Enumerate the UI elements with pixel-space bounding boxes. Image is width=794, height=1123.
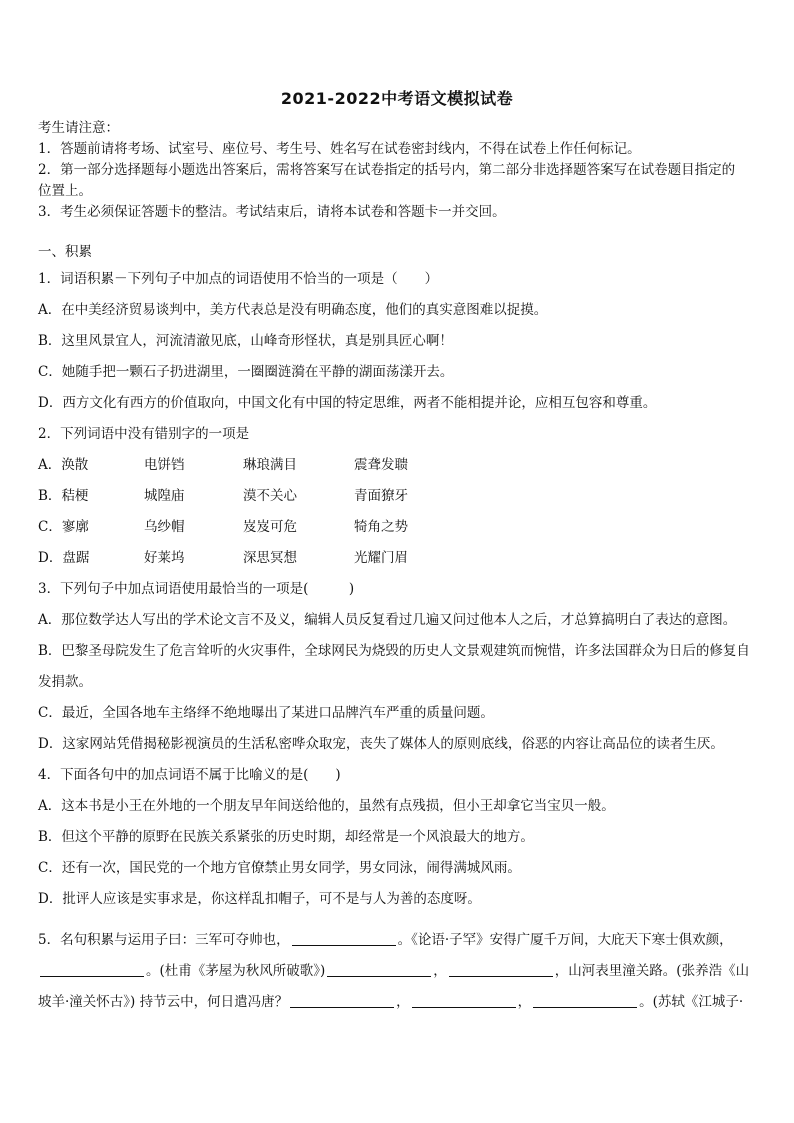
- question-4-stem: 4．下面各句中的加点词语不属于比喻义的是( ): [38, 767, 341, 783]
- notice-heading: 考生请注意：: [38, 120, 119, 136]
- question-4-option: A．这本书是小王在外地的一个朋友早年间送给他的，虽然有点残损，但小王却拿它当宝贝一般。: [38, 798, 615, 814]
- question-1-option: C．她随手把一颗石子扔进湖里，一圈圈涟漪在平静的湖面荡漾开去。: [38, 364, 454, 380]
- question-3-option: D．这家网站凭借揭秘影视演员的生活私密哗众取宠，丧失了媒体人的原则底线，俗恶的内容让高品位的读者生厌。: [38, 736, 724, 752]
- option-word: 电饼铛: [144, 457, 185, 473]
- option-word: A．涣散: [38, 457, 89, 473]
- q5-text: 。《论语·子罕》安得广厦千万间，大庇天下寒士俱欢颜，: [397, 932, 733, 948]
- option-word: 光耀门眉: [354, 550, 408, 566]
- answer-blank[interactable]: [292, 931, 396, 946]
- question-3-option: A．那位数学达人写出的学术论文言不及义，编辑人员反复看过几遍又问过他本人之后，才总算搞明白了表达的意图。: [38, 612, 737, 628]
- question-1-option: D．西方文化有西方的价值取向，中国文化有中国的特定思维，两者不能相提并论，应相互包容和尊重。: [38, 395, 657, 411]
- answer-blank[interactable]: [40, 962, 144, 977]
- answer-blank[interactable]: [327, 962, 431, 977]
- question-2-stem: 2．下列词语中没有错别字的一项是: [38, 426, 250, 442]
- notice-item: 2．第一部分选择题每小题选出答案后，需将答案写在试卷指定的括号内，第二部分非选择题答案写在试卷题目指定的: [38, 162, 736, 178]
- question-5: [38, 925, 758, 1018]
- question-2-option-row: [38, 512, 758, 543]
- option-word: 犄角之势: [354, 519, 408, 535]
- q5-text: 。(苏轼《江城子·: [639, 994, 744, 1010]
- question-4-option: C．还有一次，国民党的一个地方官僚禁止男女同学，男女同泳，闹得满城风雨。: [38, 860, 521, 876]
- question-4-option: B．但这个平静的原野在民族关系紧张的历史时期，却经常是一个风浪最大的地方。: [38, 829, 534, 845]
- question-3-stem: 3．下列句子中加点词语使用最恰当的一项是( ): [38, 581, 355, 597]
- question-1-option: A．在中美经济贸易谈判中，美方代表总是没有明确态度，他们的真实意图难以捉摸。: [38, 302, 548, 318]
- exam-content: [38, 118, 758, 1018]
- question-3-option: B．巴黎圣母院发生了危言耸听的火灾事件，全球网民为烧毁的历史人文景观建筑而惋惜，许多法国群众为日后的修复自发捐款。: [38, 643, 750, 690]
- option-word: 乌纱帽: [144, 519, 185, 535]
- exam-title: 2021-2022中考语文模拟试卷: [280, 89, 514, 108]
- option-word: 深思冥想: [243, 550, 297, 566]
- q5-text: ，: [517, 994, 532, 1010]
- option-word: 青面獠牙: [354, 488, 408, 504]
- question-4-option: D．批评人应该是实事求是，你这样乱扣帽子，可不是与人为善的态度呀。: [38, 891, 481, 907]
- q5-text: ，: [396, 994, 410, 1010]
- question-2-option-row: [38, 543, 758, 574]
- answer-blank[interactable]: [290, 993, 394, 1008]
- notice-item: 3．考生必须保证答题卡的整洁。考试结束后，请将本试卷和答题卡一并交回。: [38, 204, 506, 220]
- option-word: B．秸梗: [38, 488, 89, 504]
- q5-text: 。(杜甫《茅屋为秋风所破歌》): [146, 963, 326, 979]
- option-word: 城隍庙: [144, 488, 185, 504]
- q5-text: ，: [433, 963, 447, 979]
- notice-item: 位置上。: [38, 183, 92, 199]
- question-1-stem: 1．词语积累－下列句子中加点的词语使用不恰当的一项是（ ）: [38, 271, 439, 287]
- option-word: 漠不关心: [243, 488, 297, 504]
- option-word: 琳琅满目: [243, 457, 297, 473]
- option-word: D．盘踞: [38, 550, 90, 566]
- answer-blank[interactable]: [449, 962, 553, 977]
- answer-blank[interactable]: [533, 993, 637, 1008]
- answer-blank[interactable]: [412, 993, 516, 1008]
- q5-text: ，山河表里潼关路。(张养浩《山坡羊·潼关怀古》) 持节云中，何日遣冯唐？: [38, 963, 750, 1010]
- question-2-option-row: [38, 450, 758, 481]
- section-heading: 一、积累: [38, 244, 92, 260]
- option-word: 岌岌可危: [243, 519, 297, 535]
- notice-item: 1．答题前请将考场、试室号、座位号、考生号、姓名写在试卷密封线内，不得在试卷上作任何标记。: [38, 141, 641, 157]
- option-word: 好莱坞: [144, 550, 185, 566]
- option-word: 震聋发聩: [354, 457, 408, 473]
- option-word: C．寥廓: [38, 519, 89, 535]
- q5-text: 5．名句积累与运用子曰：三军可夺帅也，: [38, 932, 290, 948]
- question-3-option: C．最近，全国各地车主络绎不绝地曝出了某进口品牌汽车严重的质量问题。: [38, 705, 494, 721]
- question-1-option: B．这里风景宜人，河流清澈见底，山峰奇形怪状，真是别具匠心啊！: [38, 333, 453, 349]
- question-2-option-row: [38, 481, 758, 512]
